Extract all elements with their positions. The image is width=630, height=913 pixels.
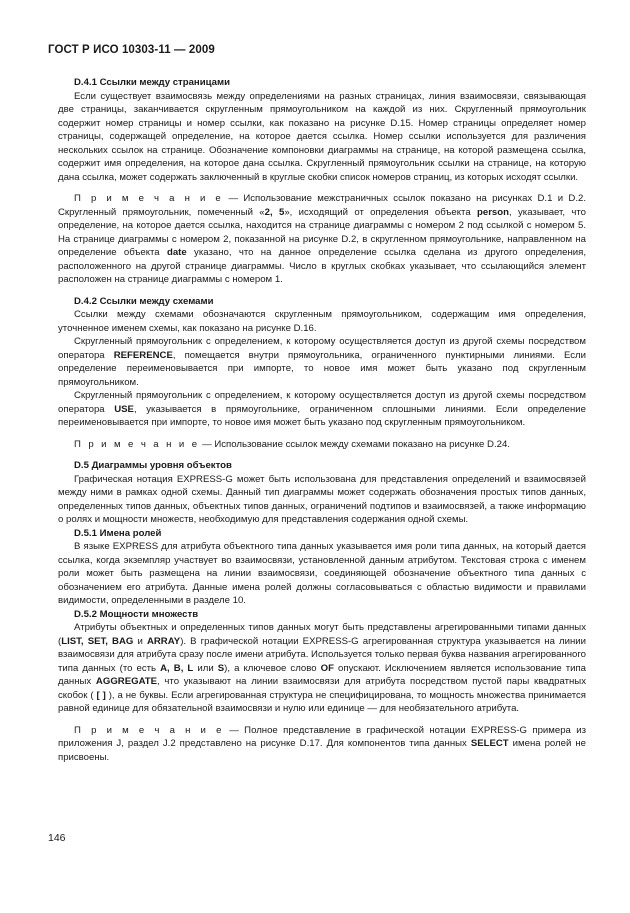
paragraph-text: и [133, 635, 147, 647]
section-title-d5: D.5 Диаграммы уровня объектов [74, 460, 232, 471]
paragraph-text: ). В графической нотации EXPRESS-G агрегированная структура указывается на линии взаимосвязи для атрибута сразу после имени атрибута. Используется только первая буква названия агрегированного типа данных (то есть [58, 635, 586, 674]
paragraph-d42-2 [58, 335, 586, 389]
paragraph-d42-1: Ссылки между схемами обозначаются скругленным прямоугольником, содержащим имя определения, уточненное именем схемы, как показано на рисунке D.16. [58, 309, 586, 334]
page-number: 146 [48, 832, 66, 844]
paragraph-text: опускают. Исключением является использование типа данных [58, 662, 587, 687]
keyword: [ ] [96, 689, 106, 701]
note-d42 [58, 438, 586, 452]
note-label: П р и м е ч а н и е [74, 724, 224, 736]
keyword-reference: REFERENCE [113, 349, 173, 361]
paragraph-text: или [193, 662, 218, 674]
section-title-d52: D.5.2 Мощности множеств [74, 608, 199, 620]
paragraph-d41: Если существует взаимосвязь между определениями на разных страницах, линия взаимосвязи, связывающая две страницы, заканчивается скругленным прямоугольником на каждой из них. Скругленный прямоугольник содержит номер страницы и номер ссылки, как показано на рисунке D.15. Номер страницы определяет номер страницы, содержащей определение, на которое дается ссылка. Номер ссылки используется для различения нескольких ссылок на странице. Обозначение компоновки диаграммы на странице, на которой размещена ссылка, содержит имя определения, на которое дана ссылка. Скругленный прямоугольник ссылки на странице, на которую дана ссылка, может содержать заключенный в круглые скобки список номеров страниц, из которых исходят ссылки. [58, 90, 586, 183]
keyword-use: USE [114, 403, 134, 415]
note-text: — Использование межстраничных ссылок показано на рисунках D.1 и D.2. Скругленный прямоугольник, помеченный « [58, 193, 586, 218]
note-label: П р и м е ч а н и е [74, 193, 224, 204]
paragraph-text: , что указывают на линии взаимосвязи для атрибута посредством пустой пары квадратных скобок ( [58, 676, 586, 701]
keyword: S [217, 662, 225, 674]
keyword-select: SELECT [470, 738, 509, 749]
section-title-d42: D.4.2 Ссылки между схемами [74, 295, 214, 307]
note-bold: person [477, 206, 509, 218]
paragraph-text: Атрибуты объектных и определенных типов данных могут быть представлены агрегированными типами данных ( [58, 622, 586, 647]
paragraph-d42-3 [58, 389, 586, 430]
paragraph-text: Скругленный прямоугольник с определением, к которому осуществляется доступ из другой схемы посредством оператора [58, 390, 586, 415]
note-bold: 2, 5 [264, 206, 285, 218]
keyword: ARRAY [146, 635, 181, 647]
section-title-d51: D.5.1 Имена ролей [74, 527, 162, 539]
note-d52 [58, 724, 586, 765]
paragraph-text: ), а ключевое слово [224, 662, 321, 674]
note-text: », исходящий от определения объекта [284, 206, 477, 218]
paragraph-text: , помещается внутри прямоугольника, ограниченного пунктирными линиями. Если определение переименовывается при импорте, то новое имя может быть указано под скругленным прямоугольником. [58, 349, 586, 388]
note-text: — Использование ссылок между схемами показано на рисунке D.24. [199, 438, 510, 450]
paragraph-text: Скругленный прямоугольник с определением, к которому осуществляется доступ из другой схемы посредством оператора [58, 336, 586, 361]
keyword: AGGREGATE [95, 676, 158, 687]
paragraph-d52 [58, 621, 586, 716]
paragraph-text: , указывается в прямоугольнике, ограниченном сплошными линиями. Если определение переименовывается при импорте, то новое имя может быть указано под скругленным прямоугольником. [58, 403, 586, 428]
note-d41 [58, 192, 586, 287]
keyword: LIST, SET, BAG [61, 635, 134, 647]
paragraph-d51: В языке EXPRESS для атрибута объектного типа данных указывается имя роли типа данных, на который дается ссылка, когда экземпляр участвует во взаимосвязи, установленной данным атрибутом. Текстовая строка с именем роли может быть размещена на линии взаимосвязи, соединяющей обозначение объектного типа данных с обозначением его атрибута. Данные имена ролей должны согласовываться с областью видимости и правилами видимости, определенными в разделе 10. [58, 541, 586, 606]
note-text: указано, что на данное определение ссылка сделана из другого определения, расположенного на другой странице диаграммы. Число в круглых скобках указывает, что ссылающийся элемент расположен на странице диаграммы с номером 1. [58, 247, 587, 285]
keyword: A, B, L [160, 662, 194, 674]
document-header: ГОСТ Р ИСО 10303-11 — 2009 [48, 44, 215, 56]
note-text: имена ролей не присвоены. [58, 738, 586, 763]
paragraph-text: ), а не буквы. Если агрегированная структура не специфицирована, то мощность множества принимается равной единице для обязательной взаимосвязи и нулю или единице — для необязательного атрибута. [58, 689, 587, 714]
document-body [58, 76, 586, 764]
paragraph-d5: Графическая нотация EXPRESS-G может быть использована для представления определений и взаимосвязей между ними в рамках одной схемы. Данный тип диаграммы может содержать обозначения простых типов данных, определенных типов данных, объектных типов данных, ограничений подтипов и взаимосвязей, а также информацию о ролях и мощности множеств, необходимую для представления содержания одной схемы. [58, 473, 586, 525]
section-title-d41: D.4.1 Ссылки между страницами [74, 77, 230, 88]
keyword: OF [320, 662, 334, 674]
note-text: , указывает, что определение, на которое дается ссылка, находится на странице диаграммы с номером 2 под ссылкой с номером 5. На странице диаграммы с номером 2, показанной на рисунке D.2, в скругленном прямоугольнике, направленном на определение объекта [58, 206, 586, 258]
note-bold: date [166, 247, 187, 258]
note-label: П р и м е ч а н и е [74, 438, 200, 450]
note-text: — Полное представление в графической нотации EXPRESS-G примера из приложения J, раздел J.2 представлено на рисунке D.17. Для компонентов типа данных [58, 724, 586, 749]
